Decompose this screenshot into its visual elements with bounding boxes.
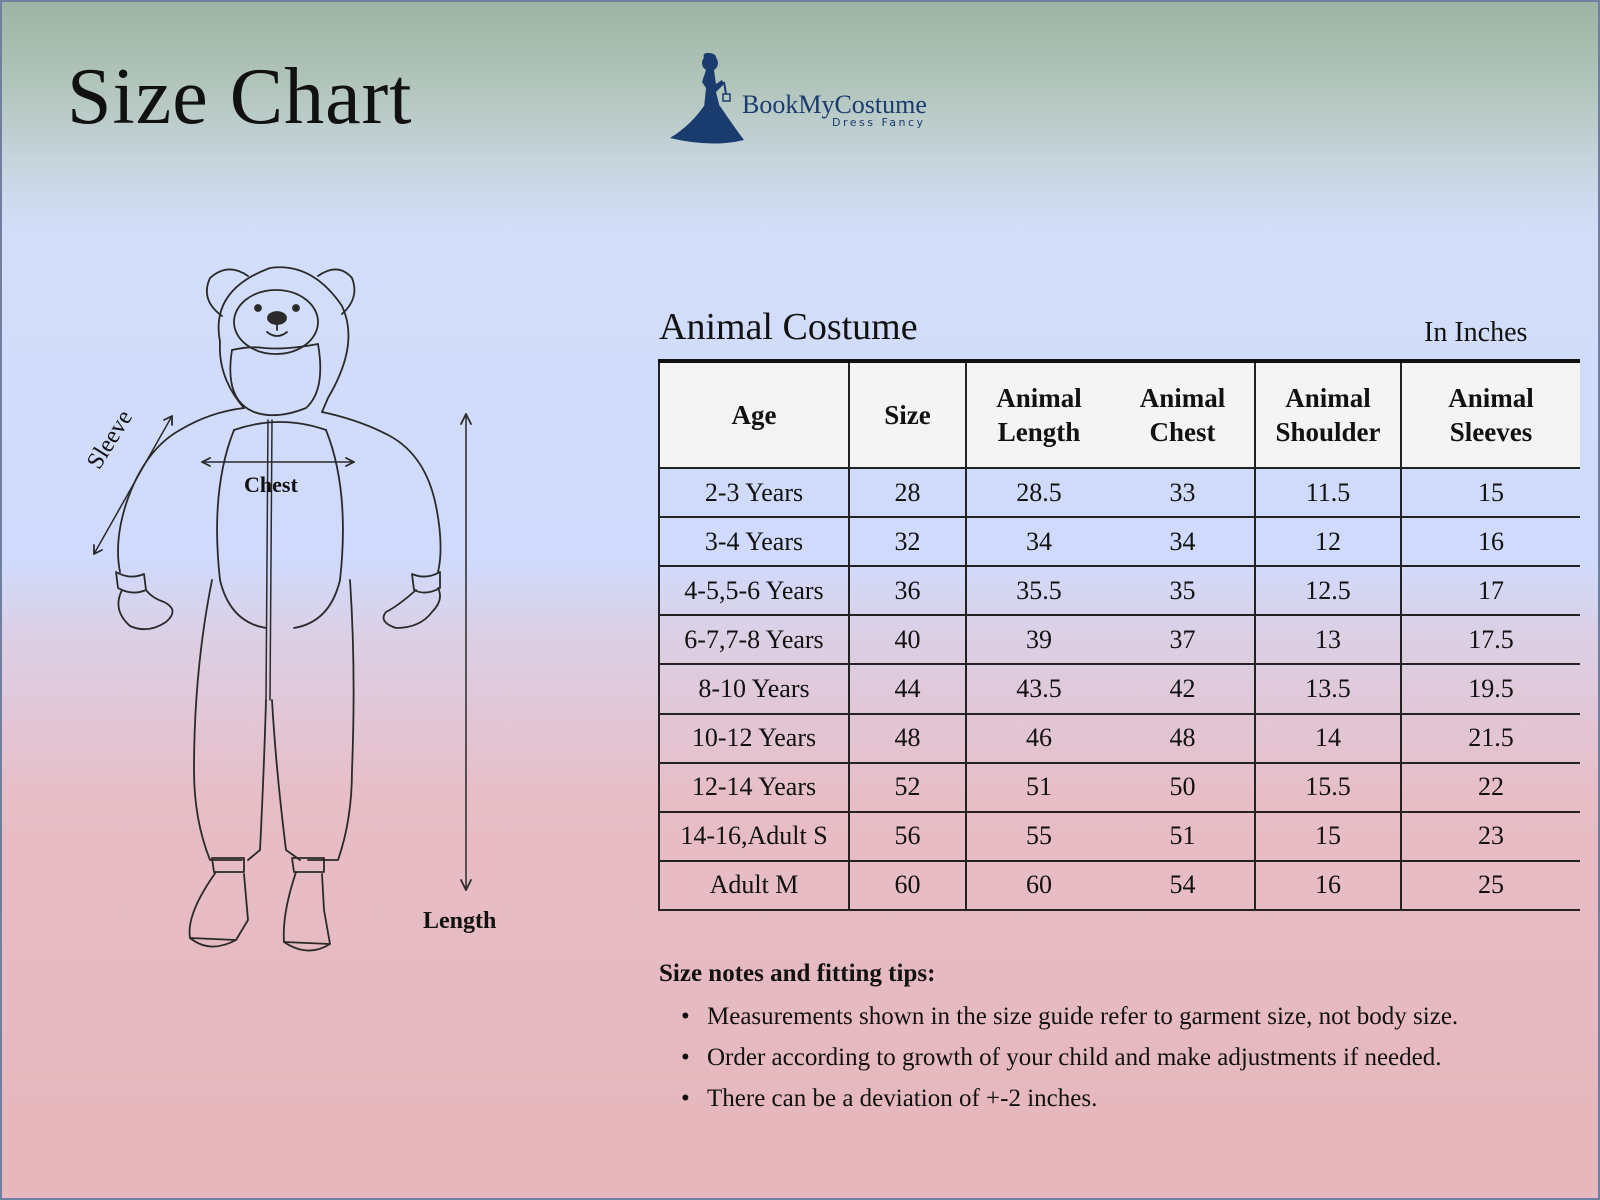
- size-table: [658, 359, 1580, 911]
- table-cell: 43.5: [966, 664, 1111, 713]
- table-cell: 15.5: [1255, 763, 1401, 812]
- age-cell: 10-12 Years: [659, 714, 849, 763]
- column-header-line: Animal: [1285, 383, 1371, 413]
- table-cell: 44: [849, 664, 966, 713]
- table-row: [659, 517, 1580, 566]
- age-cell: 3-4 Years: [659, 517, 849, 566]
- column-header-line: Animal: [1139, 383, 1226, 413]
- column-header-line: Animal: [996, 383, 1082, 413]
- table-cell: 55: [966, 812, 1111, 861]
- table-row: [659, 812, 1580, 861]
- table-cell: 48: [849, 714, 966, 763]
- age-cell: Adult M: [659, 861, 849, 910]
- table-row: [659, 763, 1580, 812]
- column-header: [1401, 361, 1580, 468]
- table-header-row: [659, 361, 1580, 468]
- table-cell: 13.5: [1255, 664, 1401, 713]
- table-cell: 21.5: [1401, 714, 1580, 763]
- table-cell: 34: [966, 517, 1111, 566]
- logo-tagline: Dress Fancy: [832, 116, 926, 129]
- table-cell: 11.5: [1255, 468, 1401, 517]
- column-header-line: Size: [884, 400, 931, 430]
- table-cell: 16: [1401, 517, 1580, 566]
- table-cell: 42: [1111, 664, 1255, 713]
- notes-list: [659, 996, 1458, 1119]
- note-text: Order according to growth of your child and make adjustments if needed.: [707, 1044, 1442, 1071]
- table-body: [659, 468, 1580, 910]
- table-cell: 56: [849, 812, 966, 861]
- table-cell: 60: [966, 861, 1111, 910]
- age-cell: 6-7,7-8 Years: [659, 615, 849, 664]
- column-header-line: Length: [997, 417, 1081, 447]
- table-cell: 17.5: [1401, 615, 1580, 664]
- table-cell: 39: [966, 615, 1111, 664]
- column-header: [659, 361, 849, 468]
- column-header: [1111, 361, 1255, 468]
- table-row: [659, 861, 1580, 910]
- note-item: [681, 996, 1458, 1037]
- table-cell: 36: [849, 566, 966, 615]
- table-cell: 51: [966, 763, 1111, 812]
- size-notes: [659, 960, 1458, 1119]
- column-header-line: Age: [731, 400, 777, 430]
- table-cell: 19.5: [1401, 664, 1580, 713]
- table-cell: 34: [1111, 517, 1255, 566]
- table-cell: 60: [849, 861, 966, 910]
- column-header-line: Shoulder: [1275, 417, 1381, 447]
- table-cell: 28: [849, 468, 966, 517]
- bear-onesie-outline-icon: [60, 250, 560, 1000]
- column-header: [849, 361, 966, 468]
- table-cell: 52: [849, 763, 966, 812]
- column-header-line: Animal: [1448, 383, 1534, 413]
- table-cell: 40: [849, 615, 966, 664]
- age-cell: 4-5,5-6 Years: [659, 566, 849, 615]
- age-cell: 2-3 Years: [659, 468, 849, 517]
- table-cell: 12: [1255, 517, 1401, 566]
- brand-logo[interactable]: [666, 50, 946, 146]
- note-text: There can be a deviation of +-2 inches.: [707, 1085, 1098, 1112]
- table-cell: 15: [1255, 812, 1401, 861]
- table-row: [659, 714, 1580, 763]
- note-text: Measurements shown in the size guide refer to garment size, not body size.: [707, 1003, 1459, 1030]
- bear-onesie-figure: [60, 250, 560, 1000]
- table-cell: 51: [1111, 812, 1255, 861]
- table-cell: 37: [1111, 615, 1255, 664]
- age-cell: 8-10 Years: [659, 664, 849, 713]
- table-cell: 13: [1255, 615, 1401, 664]
- table-cell: 46: [966, 714, 1111, 763]
- column-header: [966, 361, 1111, 468]
- table-cell: 23: [1401, 812, 1580, 861]
- bullet-icon: •: [681, 1044, 690, 1071]
- table-cell: 33: [1111, 468, 1255, 517]
- table-cell: 28.5: [966, 468, 1111, 517]
- table-cell: 25: [1401, 861, 1580, 910]
- bullet-icon: •: [681, 1085, 690, 1112]
- logo-name: BookMyCostume: [742, 90, 927, 119]
- table-cell: 48: [1111, 714, 1255, 763]
- age-cell: 12-14 Years: [659, 763, 849, 812]
- column-header-line: Sleeves: [1449, 417, 1533, 447]
- sleeve-label: Sleeve: [82, 405, 138, 474]
- table-cell: 35.5: [966, 566, 1111, 615]
- length-label: Length: [423, 908, 497, 934]
- chest-label: Chest: [244, 472, 298, 497]
- table-cell: 54: [1111, 861, 1255, 910]
- note-item: [681, 1078, 1458, 1119]
- bullet-icon: •: [681, 1003, 690, 1030]
- table-cell: 12.5: [1255, 566, 1401, 615]
- table-cell: 14: [1255, 714, 1401, 763]
- table-cell: 22: [1401, 763, 1580, 812]
- note-item: [681, 1037, 1458, 1078]
- age-cell: 14-16,Adult S: [659, 812, 849, 861]
- table-cell: 16: [1255, 861, 1401, 910]
- table-cell: 50: [1111, 763, 1255, 812]
- table-row: [659, 468, 1580, 517]
- column-header: [1255, 361, 1401, 468]
- table-title: Animal Costume: [659, 306, 918, 348]
- table-cell: 15: [1401, 468, 1580, 517]
- table-cell: 32: [849, 517, 966, 566]
- page-title: Size Chart: [67, 53, 413, 141]
- units-label: In Inches: [1424, 317, 1528, 348]
- table-cell: 35: [1111, 566, 1255, 615]
- column-header-line: Chest: [1149, 417, 1216, 447]
- table-cell: 17: [1401, 566, 1580, 615]
- table-row: [659, 566, 1580, 615]
- table-row: [659, 615, 1580, 664]
- notes-heading: Size notes and fitting tips:: [659, 960, 936, 987]
- table-row: [659, 664, 1580, 713]
